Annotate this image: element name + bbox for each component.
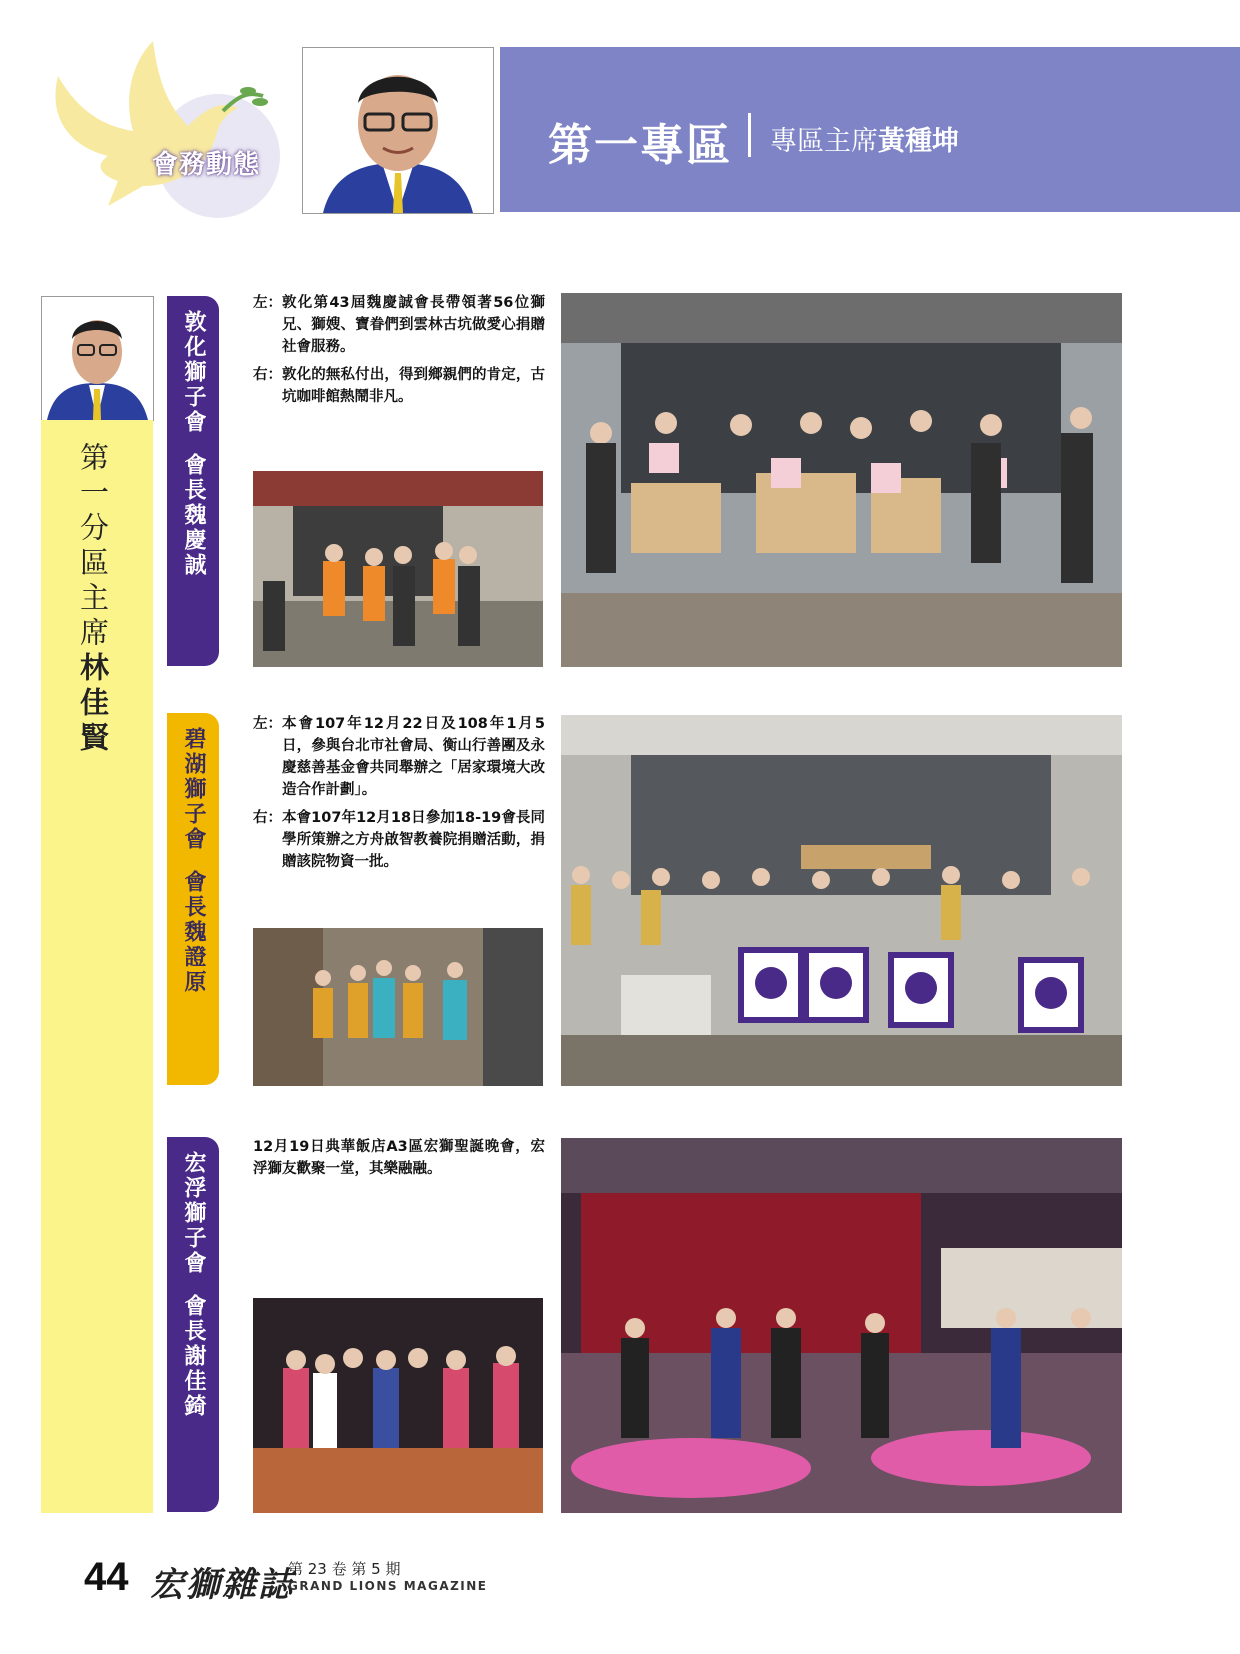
section-tag: 會務動態 — [152, 150, 261, 180]
photo-bihu-right — [561, 715, 1122, 1086]
zone-chair-prefix: 專區主席 — [770, 126, 878, 157]
zone-chair-line — [770, 119, 959, 158]
caption-key: 右： — [253, 810, 282, 826]
club-president: 會長謝佳錡 — [181, 1294, 206, 1419]
dove-icon — [48, 36, 288, 226]
caption-text: 敦化的無私付出，得到鄉親們的肯定，古坑咖啡館熱鬧非凡。 — [282, 367, 545, 405]
caption-key: 左： — [253, 295, 282, 311]
page-number: 44 — [84, 1555, 129, 1599]
zone-header-band — [500, 47, 1240, 212]
district-label — [73, 442, 114, 757]
caption-text: 本會107年12月22日及108年1月5日，參與台北市社會局、衡山行善團及永慶慈善基金會共同舉辦之「居家環境大改造合作計劃」。 — [282, 716, 545, 798]
club-caption-bihu — [253, 713, 545, 879]
photo-hongfu-right — [561, 1138, 1122, 1513]
header-divider — [748, 113, 751, 157]
club-tab-hongfu — [167, 1137, 219, 1512]
club-president: 會長魏慶誠 — [181, 453, 206, 578]
club-tab-bihu — [167, 713, 219, 1085]
photo-bihu-left — [253, 928, 543, 1086]
photo-hongfu-left — [253, 1298, 543, 1513]
district-label-text: 第一分區主席 — [76, 442, 110, 652]
caption-key: 左： — [253, 716, 282, 732]
caption-text: 敦化第43屆魏慶誠會長帶領著56位獅兄、獅嫂、寶眷們到雲林古坑做愛心捐贈社會服務。 — [282, 295, 545, 355]
magazine-english-name: GRAND LIONS MAGAZINE — [288, 1579, 488, 1593]
caption-text: 12月19日典華飯店A3區宏獅聖誕晚會，宏浮獅友歡聚一堂，其樂融融。 — [253, 1139, 545, 1177]
caption-key: 右： — [253, 367, 282, 383]
issue-label: 第 23 卷 第 5 期 — [288, 1560, 401, 1578]
club-name: 宏浮獅子會 — [181, 1151, 206, 1276]
club-name: 碧湖獅子會 — [181, 727, 206, 852]
district-bar — [41, 420, 153, 1513]
club-name: 敦化獅子會 — [181, 310, 206, 435]
zone-chair-name: 黃種坤 — [878, 126, 959, 157]
photo-dunhua-left — [253, 471, 543, 667]
zone-chair-portrait — [302, 47, 494, 214]
club-president: 會長魏證原 — [181, 870, 206, 995]
district-chair-name: 林佳賢 — [76, 652, 110, 757]
zone-title: 第一專區 — [548, 120, 732, 171]
dove-logo — [48, 36, 288, 226]
caption-text: 本會107年12月18日參加18-19會長同學所策辦之方舟啟智教養院捐贈活動，捐贈該院物資一批。 — [282, 810, 545, 870]
magazine-logo: 宏獅雜誌 — [150, 1565, 294, 1605]
district-chair-portrait — [41, 296, 154, 421]
photo-dunhua-right — [561, 293, 1122, 667]
club-tab-dunhua — [167, 296, 219, 666]
footer — [84, 1555, 504, 1605]
club-caption-hongfu — [253, 1136, 545, 1186]
club-caption-dunhua — [253, 292, 545, 414]
